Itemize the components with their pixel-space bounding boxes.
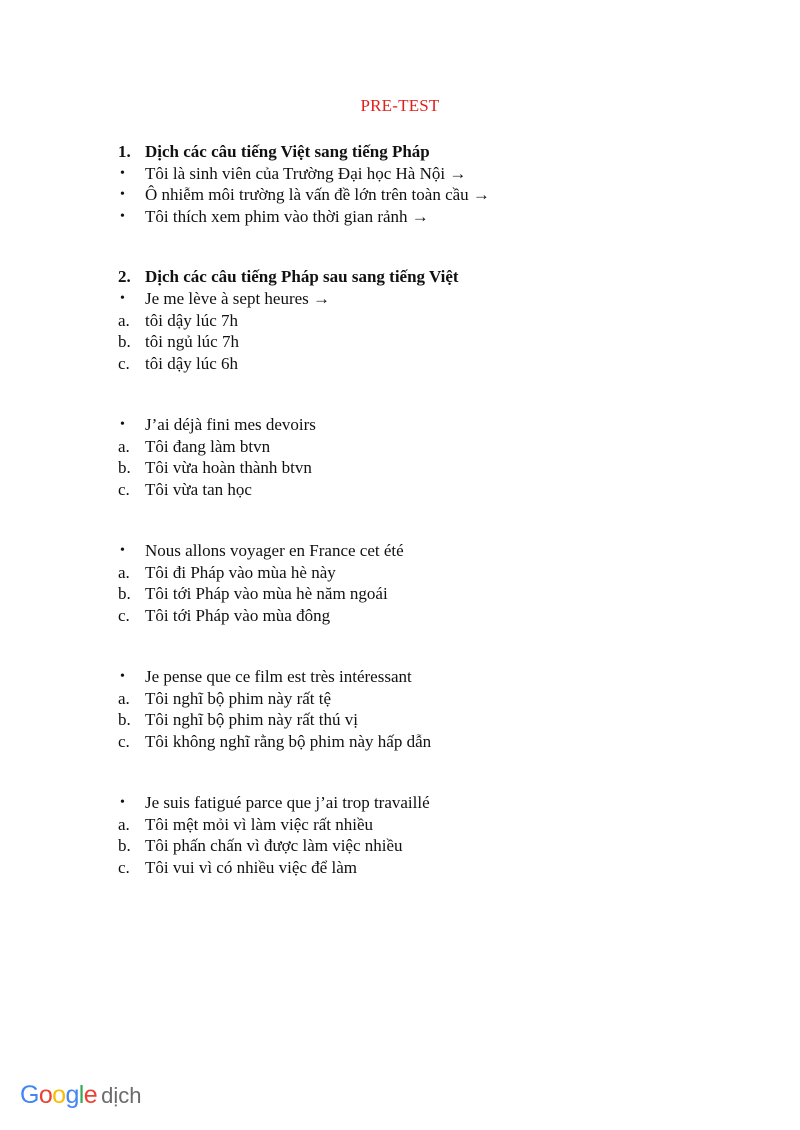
bullet-icon: •	[120, 165, 125, 181]
option-text: Tôi tới Pháp vào mùa đông	[145, 605, 331, 625]
bullet-icon: •	[120, 669, 125, 684]
option-letter: b.	[118, 458, 131, 478]
logo-suffix: dịch	[101, 1083, 142, 1108]
logo-letter-e: e	[83, 1081, 98, 1109]
option-letter: a.	[118, 436, 130, 456]
logo-letter-o2: o	[52, 1081, 66, 1109]
option-letter: b.	[118, 836, 131, 856]
option-text: Tôi phấn chấn vì được làm việc nhiều	[145, 836, 403, 856]
section-heading-text: Dịch các câu tiếng Pháp sau sang tiếng Việt	[145, 267, 459, 286]
section-number: 1.	[118, 142, 131, 161]
option-letter: b.	[118, 332, 131, 352]
option-letter: c.	[118, 731, 130, 751]
prompt-text: Je pense que ce film est très intéressant	[145, 667, 412, 686]
prompt-text: Nous allons voyager en France cet été	[145, 541, 404, 560]
option-text: Tôi đang làm btvn	[145, 436, 271, 456]
logo-letter-g: G	[20, 1081, 39, 1109]
option-text: tôi dậy lúc 6h	[145, 353, 239, 373]
prompt-text: Je me lève à sept heures →	[145, 289, 331, 308]
option-text: Tôi mệt mỏi vì làm việc rất nhiều	[145, 814, 374, 834]
option-letter: a.	[118, 814, 130, 834]
logo-letter-l: l	[78, 1081, 84, 1109]
bullet-icon: •	[120, 291, 125, 306]
section-heading-text: Dịch các câu tiếng Việt sang tiếng Pháp	[145, 142, 430, 161]
option-letter: a.	[118, 562, 130, 582]
option-text: tôi ngủ lúc 7h	[145, 332, 239, 352]
option-letter: a.	[118, 688, 130, 708]
item-text: Ô nhiễm môi trường là vấn đề lớn trên toàn cầu →	[145, 185, 490, 205]
option-letter: a.	[118, 310, 130, 330]
option-text: Tôi vừa hoàn thành btvn	[145, 458, 312, 478]
option-letter: b.	[118, 584, 131, 604]
prompt-text: J’ai déjà fini mes devoirs	[145, 415, 316, 434]
google-translate-logo	[20, 1081, 141, 1113]
bullet-icon: •	[120, 795, 125, 810]
section-number: 2.	[118, 267, 131, 286]
logo-letter-g2: g	[65, 1081, 79, 1109]
option-letter: c.	[118, 857, 130, 877]
option-letter: c.	[118, 605, 130, 625]
option-text: Tôi nghĩ bộ phim này rất thú vị	[145, 710, 358, 730]
option-letter: c.	[118, 479, 130, 499]
bullet-icon: •	[120, 208, 125, 224]
option-text: Tôi tới Pháp vào mùa hè năm ngoái	[145, 584, 388, 604]
item-text: Tôi là sinh viên của Trường Đại học Hà Nội →	[145, 163, 467, 183]
page-title: PRE-TEST	[360, 96, 440, 115]
bullet-icon: •	[120, 417, 125, 432]
item-text: Tôi thích xem phim vào thời gian rảnh →	[145, 206, 429, 226]
google-wordmark	[20, 1081, 97, 1110]
bullet-icon: •	[120, 543, 125, 558]
option-letter: c.	[118, 353, 130, 373]
option-text: Tôi vừa tan học	[145, 479, 252, 499]
logo-letter-o1: o	[38, 1081, 53, 1109]
option-text: Tôi đi Pháp vào mùa hè này	[145, 562, 336, 582]
option-text: Tôi vui vì có nhiều việc để làm	[145, 857, 357, 877]
option-letter: b.	[118, 710, 131, 730]
bullet-icon: •	[120, 187, 125, 203]
prompt-text: Je suis fatigué parce que j’ai trop travaillé	[145, 793, 430, 812]
option-text: tôi dậy lúc 7h	[145, 310, 239, 330]
option-text: Tôi không nghĩ rằng bộ phim này hấp dẫn	[145, 731, 432, 751]
option-text: Tôi nghĩ bộ phim này rất tệ	[145, 688, 332, 708]
